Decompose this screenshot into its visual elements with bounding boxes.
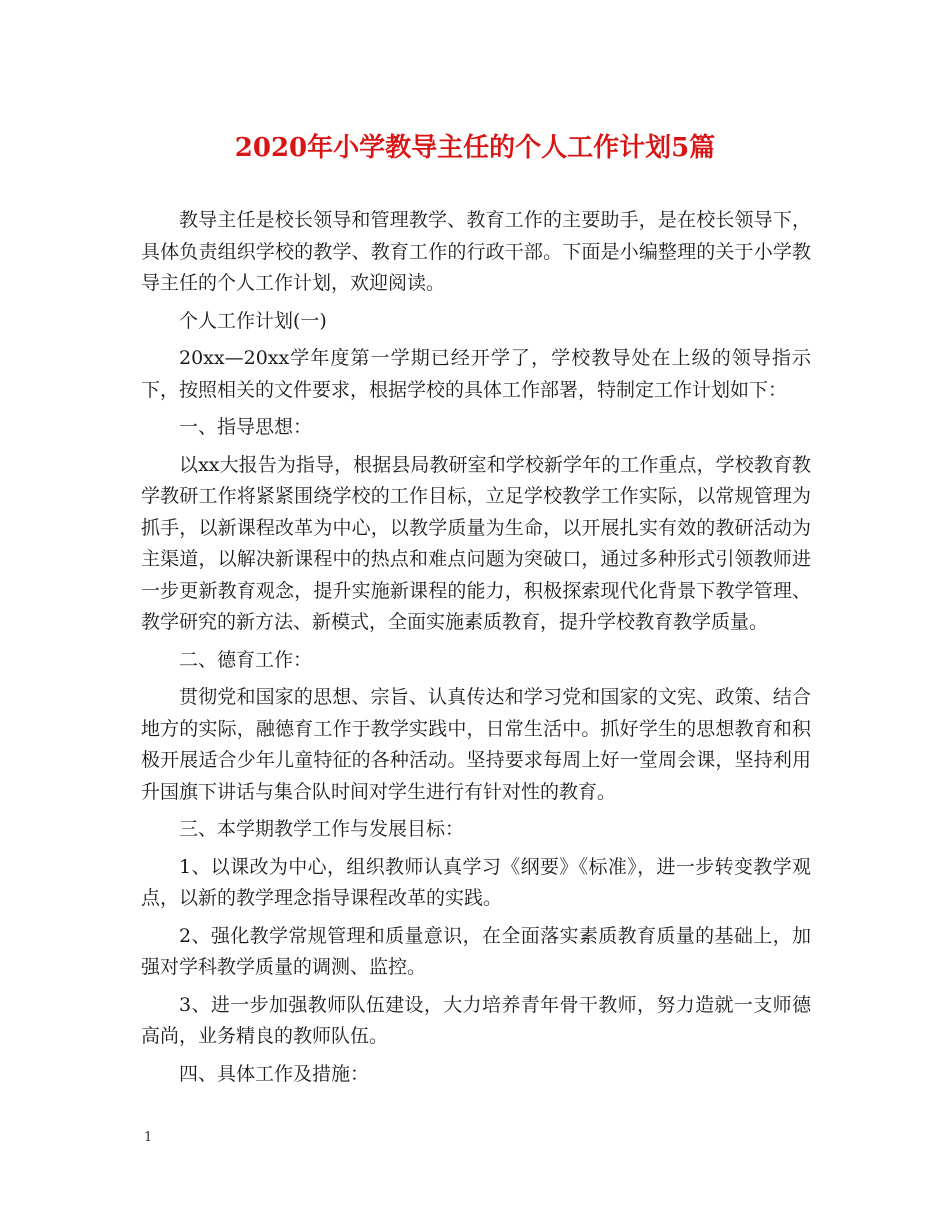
paragraph-moral-education: 贯彻党和国家的思想、宗旨、认真传达和学习党和国家的文宪、政策、结合地方的实际，融德育工作于教学实践中，日常生活中。抓好学生的思想教育和积极开展适合少年儿童特征的各种活动。坚持要求每周上好一堂周会课，坚持利用升国旗下讲话与集合队时间对学生进行有针对性的教育。 <box>141 686 811 803</box>
section-heading-teaching-goals: 三、本学期教学工作与发展目标： <box>179 818 465 840</box>
paragraph-plan-heading: 个人工作计划(一) <box>179 309 327 332</box>
section-heading-moral-education: 二、德育工作： <box>179 648 313 671</box>
list-item-goal-1: 1、以课改为中心，组织教师认真学习《纲要》《标准》，进一步转变教学观点，以新的教学理念指导课程改革的实践。 <box>141 855 811 909</box>
paragraph-plan-opening: 20xx—20xx学年度第一学期已经开学了，学校教导处在上级的领导指示下，按照相关的文件要求，根据学校的具体工作部署，特制定工作计划如下： <box>141 347 811 401</box>
page-number: 1 <box>144 1130 153 1145</box>
paragraph-guiding-ideology: 以xx大报告为指导，根据县局教研室和学校新学年的工作重点，学校教育教学教研工作将紧紧围绕学校的工作目标，立足学校教学工作实际，以常规管理为抓手，以新课程改革为中心，以教学质量为生命，以开展扎实有效的教研活动为主渠道，以解决新课程中的热点和难点问题为突破口，通过多种形式引领教师进一步更新教育观念，提升实施新课程的能力，积极探索现代化背景下教学管理、教学研究的新方法、新模式，全面实施素质教育，提升学校教育教学质量。 <box>141 453 811 633</box>
document-title: 2020年小学教导主任的个人工作计划5篇 <box>234 133 716 163</box>
document-body <box>141 205 811 1090</box>
section-heading-guiding-ideology: 一、指导思想： <box>179 416 313 438</box>
list-item-goal-2: 2、强化教学常规管理和质量意识，在全面落实素质教育质量的基础上，加强对学科教学质量的调测、监控。 <box>141 924 811 978</box>
section-heading-measures: 四、具体工作及措施： <box>179 1062 370 1085</box>
paragraph-intro: 教导主任是校长领导和管理教学、教育工作的主要助手，是在校长领导下，具体负责组织学校的教学、教育工作的行政干部。下面是小编整理的关于小学教导主任的个人工作计划，欢迎阅读。 <box>141 209 811 294</box>
list-item-goal-3: 3、进一步加强教师队伍建设，大力培养青年骨干教师，努力造就一支师德高尚，业务精良的教师队伍。 <box>141 993 811 1047</box>
